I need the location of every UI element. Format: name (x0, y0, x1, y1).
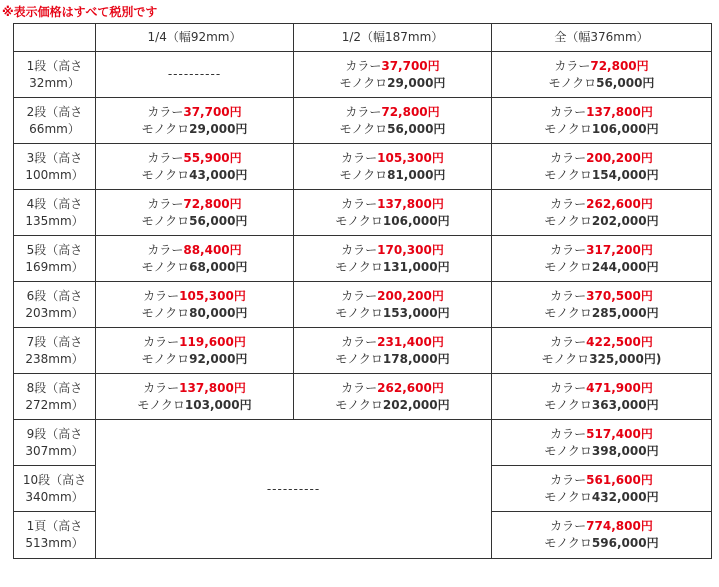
color-price (96, 242, 293, 259)
mono-price (294, 397, 491, 414)
mono-price (294, 259, 491, 276)
mono-amount: 80,000円 (189, 305, 248, 320)
mono-price (492, 305, 711, 322)
mono-prefix: モノクロ (339, 167, 388, 182)
mono-prefix: モノクロ (335, 259, 383, 274)
full-price-cell (492, 190, 712, 236)
mono-prefix: モノクロ (141, 167, 190, 182)
color-amount: 105,300円 (377, 150, 444, 165)
mono-price (294, 213, 491, 230)
color-prefix: カラー (147, 242, 184, 257)
color-prefix: カラー (550, 196, 587, 211)
color-price (492, 472, 711, 489)
color-amount: 471,900円 (586, 380, 653, 395)
color-prefix: カラー (345, 58, 382, 73)
full-price-cell (492, 52, 712, 98)
color-amount: 37,700円 (381, 58, 440, 73)
full-price-cell (492, 98, 712, 144)
half-price-cell (294, 144, 492, 190)
header-full: 全（幅376mm） (492, 24, 712, 52)
table-row (14, 374, 712, 420)
header-corner (14, 24, 96, 52)
not-available-dash: ---------- (266, 481, 321, 496)
mono-amount: 244,000円 (591, 259, 659, 274)
mono-price (96, 351, 293, 368)
mono-prefix: モノクロ (335, 213, 383, 228)
color-price (492, 150, 711, 167)
mono-price (492, 121, 711, 138)
color-prefix: カラー (550, 519, 587, 533)
color-amount: 72,800円 (590, 58, 649, 73)
quarter-price-cell (96, 328, 294, 374)
mono-prefix: モノクロ (335, 397, 383, 412)
table-row (14, 420, 712, 466)
half-price-cell (294, 374, 492, 420)
color-prefix: カラー (341, 380, 378, 395)
mono-amount: 202,000円 (591, 213, 659, 228)
mono-prefix: モノクロ (544, 213, 592, 228)
color-price (492, 426, 711, 443)
mono-prefix: モノクロ (544, 397, 592, 412)
color-prefix: カラー (341, 288, 378, 303)
color-price (294, 242, 491, 259)
mono-price (492, 443, 711, 460)
mono-price (96, 305, 293, 322)
color-amount: 55,900円 (183, 150, 242, 165)
color-prefix: カラー (341, 150, 378, 165)
mono-prefix: モノクロ (339, 75, 388, 90)
mono-price (492, 259, 711, 276)
size-label: 3段（高さ100mm） (14, 144, 96, 190)
mono-amount: 56,000円 (387, 121, 446, 136)
mono-price (492, 75, 711, 92)
color-price (294, 380, 491, 397)
header-half: 1/2（幅187mm） (294, 24, 492, 52)
mono-prefix: モノクロ (339, 121, 388, 136)
color-price (294, 150, 491, 167)
color-amount: 137,800円 (377, 196, 444, 211)
full-price-cell (492, 512, 712, 559)
full-price-cell (492, 328, 712, 374)
size-label: 1頁（高さ513mm） (14, 512, 96, 559)
size-label: 5段（高さ169mm） (14, 236, 96, 282)
color-price (96, 334, 293, 351)
color-price (492, 104, 711, 121)
mono-amount: 398,000円 (591, 443, 659, 458)
mono-price (294, 167, 491, 184)
tax-note: ※表示価格はすべて税別です (2, 5, 158, 19)
size-label: 4段（高さ135mm） (14, 190, 96, 236)
mono-prefix: モノクロ (548, 75, 597, 90)
mono-prefix: モノクロ (335, 305, 383, 320)
quarter-price-cell (96, 374, 294, 420)
mono-price (294, 305, 491, 322)
mono-price (294, 351, 491, 368)
mono-amount: 363,000円 (591, 397, 659, 412)
color-amount: 119,600円 (179, 334, 246, 349)
color-amount: 200,200円 (586, 150, 653, 165)
mono-amount: 106,000円 (591, 121, 659, 136)
mono-amount: 92,000円 (189, 351, 248, 366)
mono-price (96, 121, 293, 138)
color-price (492, 242, 711, 259)
mono-prefix: モノクロ (141, 351, 190, 366)
mono-price (492, 167, 711, 184)
mono-price (492, 489, 711, 506)
not-available-dash: ---------- (167, 67, 222, 81)
color-amount: 262,600円 (586, 196, 653, 211)
mono-amount: 29,000円 (387, 75, 446, 90)
color-prefix: カラー (345, 104, 382, 119)
half-price-cell (294, 190, 492, 236)
color-amount: 422,500円 (586, 334, 653, 349)
mono-price (96, 397, 293, 414)
mono-price (492, 351, 711, 368)
mono-amount: 68,000円 (189, 259, 248, 274)
mono-amount: 178,000円 (382, 351, 450, 366)
mono-prefix: モノクロ (141, 259, 190, 274)
color-price (96, 104, 293, 121)
color-prefix: カラー (341, 334, 378, 349)
color-prefix: カラー (341, 242, 378, 257)
mono-prefix: モノクロ (541, 351, 590, 366)
mono-price (96, 259, 293, 276)
color-prefix: カラー (147, 150, 184, 165)
half-price-cell (294, 282, 492, 328)
full-price-cell (492, 466, 712, 512)
table-row (14, 328, 712, 374)
mono-amount: 43,000円 (189, 167, 248, 182)
full-price-cell (492, 420, 712, 466)
size-label: 1段（高さ32mm） (14, 52, 96, 98)
mono-amount: 596,000円 (591, 536, 659, 550)
color-price (492, 334, 711, 351)
color-amount: 37,700円 (183, 104, 242, 119)
color-prefix: カラー (550, 242, 587, 257)
color-amount: 88,400円 (183, 242, 242, 257)
half-price-cell (294, 236, 492, 282)
color-prefix: カラー (554, 58, 591, 73)
full-price-cell (492, 282, 712, 328)
quarter-price-cell (96, 282, 294, 328)
quarter-price-cell (96, 236, 294, 282)
quarter-price-cell (96, 52, 294, 98)
color-amount: 231,400円 (377, 334, 444, 349)
table-row (14, 52, 712, 98)
color-price (492, 518, 711, 535)
color-prefix: カラー (147, 196, 184, 211)
table-row (14, 282, 712, 328)
mono-prefix: モノクロ (141, 213, 190, 228)
half-price-cell (294, 52, 492, 98)
mono-amount: 325,000円) (589, 351, 662, 366)
full-price-cell (492, 374, 712, 420)
color-amount: 137,800円 (586, 104, 653, 119)
mono-prefix: モノクロ (335, 351, 383, 366)
mono-amount: 154,000円 (591, 167, 659, 182)
color-amount: 370,500円 (586, 288, 653, 303)
color-amount: 105,300円 (179, 288, 246, 303)
color-prefix: カラー (143, 288, 180, 303)
color-prefix: カラー (550, 288, 587, 303)
mono-prefix: モノクロ (544, 121, 592, 136)
color-amount: 170,300円 (377, 242, 444, 257)
color-amount: 137,800円 (179, 380, 246, 395)
ad-price-table (13, 23, 712, 559)
quarter-price-cell (96, 144, 294, 190)
color-prefix: カラー (550, 150, 587, 165)
mono-prefix: モノクロ (544, 167, 592, 182)
color-price (294, 196, 491, 213)
mono-prefix: モノクロ (544, 259, 592, 274)
color-amount: 774,800円 (586, 519, 653, 533)
table-row (14, 236, 712, 282)
mono-prefix: モノクロ (141, 305, 190, 320)
mono-amount: 285,000円 (591, 305, 659, 320)
mono-amount: 202,000円 (382, 397, 450, 412)
color-prefix: カラー (143, 380, 180, 395)
color-amount: 72,800円 (183, 196, 242, 211)
mono-price (294, 75, 491, 92)
mono-prefix: モノクロ (544, 489, 592, 504)
color-prefix: カラー (550, 334, 587, 349)
mono-amount: 131,000円 (382, 259, 450, 274)
full-price-cell (492, 144, 712, 190)
color-amount: 200,200円 (377, 288, 444, 303)
mono-amount: 81,000円 (387, 167, 446, 182)
mono-price (294, 121, 491, 138)
color-price (96, 380, 293, 397)
color-prefix: カラー (341, 196, 378, 211)
mono-amount: 153,000円 (382, 305, 450, 320)
color-prefix: カラー (550, 426, 587, 441)
quarter-price-cell (96, 190, 294, 236)
color-price (294, 288, 491, 305)
mono-prefix: モノクロ (544, 305, 592, 320)
mono-amount: 56,000円 (596, 75, 655, 90)
color-price (294, 58, 491, 75)
color-price (492, 288, 711, 305)
mono-amount: 103,000円 (184, 397, 252, 412)
mono-amount: 56,000円 (189, 213, 248, 228)
size-label: 10段（高さ340mm） (14, 466, 96, 512)
mono-price (96, 213, 293, 230)
color-price (492, 380, 711, 397)
mono-amount: 106,000円 (382, 213, 450, 228)
color-prefix: カラー (147, 104, 184, 119)
mono-prefix: モノクロ (137, 397, 185, 412)
mono-price (96, 167, 293, 184)
mono-price (492, 397, 711, 414)
color-prefix: カラー (143, 334, 180, 349)
mono-prefix: モノクロ (544, 536, 592, 550)
mono-amount: 432,000円 (591, 489, 659, 504)
size-label: 9段（高さ307mm） (14, 420, 96, 466)
size-label: 2段（高さ66mm） (14, 98, 96, 144)
full-price-cell (492, 236, 712, 282)
color-prefix: カラー (550, 380, 587, 395)
size-label: 8段（高さ272mm） (14, 374, 96, 420)
table-row (14, 98, 712, 144)
color-price (294, 334, 491, 351)
table-row (14, 144, 712, 190)
half-price-cell (294, 98, 492, 144)
color-price (492, 196, 711, 213)
header-quarter: 1/4（幅92mm） (96, 24, 294, 52)
half-price-cell (294, 328, 492, 374)
table-row (14, 190, 712, 236)
mono-price (492, 535, 711, 552)
color-amount: 517,400円 (586, 426, 653, 441)
color-amount: 262,600円 (377, 380, 444, 395)
color-prefix: カラー (550, 472, 587, 487)
color-prefix: カラー (550, 104, 587, 119)
mono-amount: 29,000円 (189, 121, 248, 136)
header-row (14, 24, 712, 52)
color-amount: 72,800円 (381, 104, 440, 119)
mono-prefix: モノクロ (141, 121, 190, 136)
color-price (96, 196, 293, 213)
color-price (492, 58, 711, 75)
size-label: 7段（高さ238mm） (14, 328, 96, 374)
color-amount: 317,200円 (586, 242, 653, 257)
color-price (96, 288, 293, 305)
mono-price (492, 213, 711, 230)
color-amount: 561,600円 (586, 472, 653, 487)
not-available-cell (96, 420, 492, 559)
quarter-price-cell (96, 98, 294, 144)
size-label: 6段（高さ203mm） (14, 282, 96, 328)
color-price (96, 150, 293, 167)
mono-prefix: モノクロ (544, 443, 592, 458)
color-price (294, 104, 491, 121)
